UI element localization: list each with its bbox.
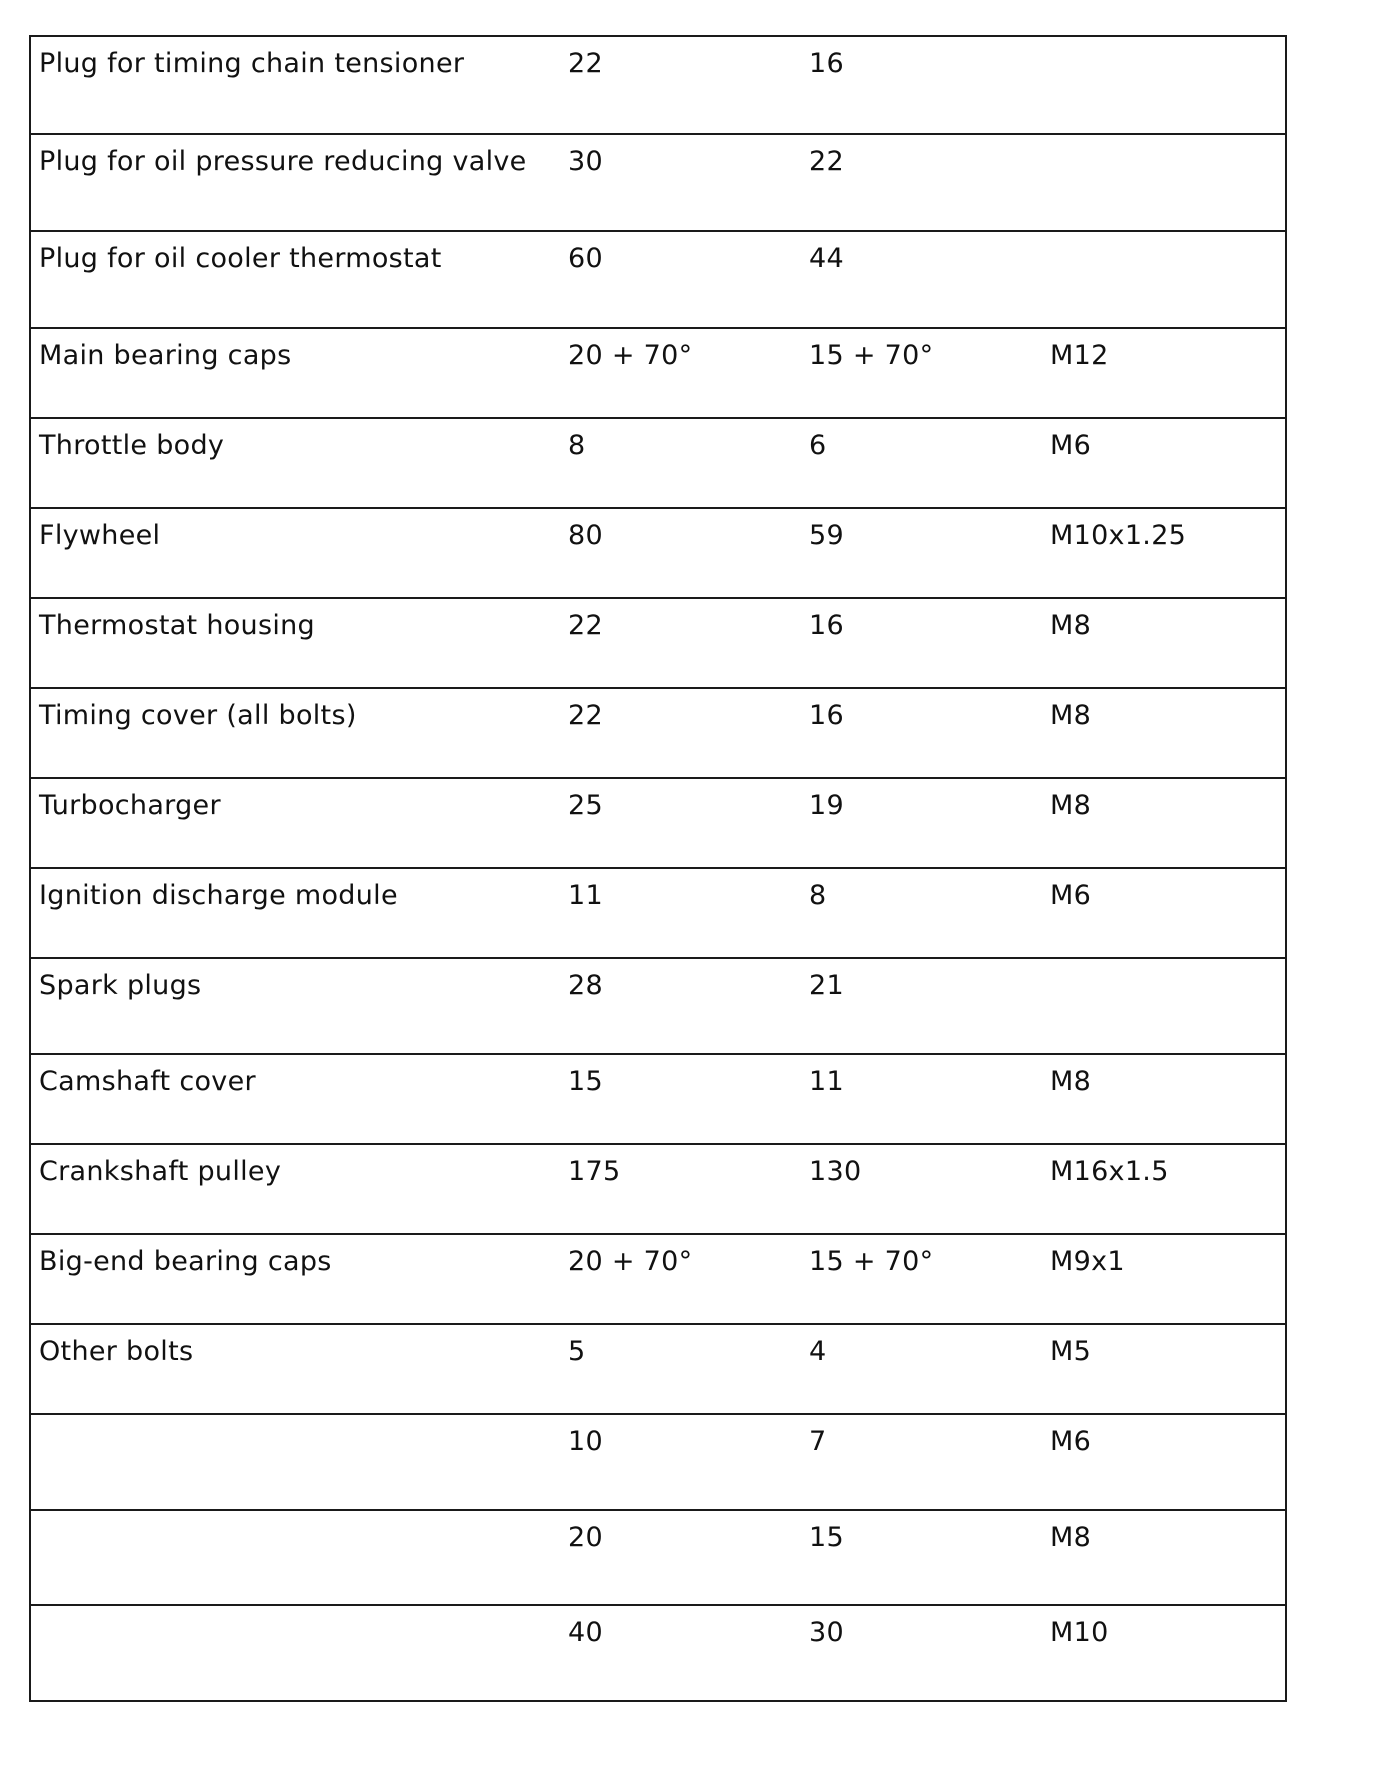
thread-size-cell: M8 <box>1042 778 1286 868</box>
torque-lbf-ft-cell: 21 <box>801 958 1042 1054</box>
thread-size-cell: M10 <box>1042 1605 1286 1701</box>
table-body <box>30 36 1286 1701</box>
torque-specifications-table <box>29 35 1287 1702</box>
description-cell: Turbocharger <box>30 778 560 868</box>
description-cell: Flywheel <box>30 508 560 598</box>
thread-size-cell: M8 <box>1042 688 1286 778</box>
torque-lbf-ft-cell: 11 <box>801 1054 1042 1144</box>
torque-lbf-ft-cell: 44 <box>801 231 1042 328</box>
thread-size-cell: M12 <box>1042 328 1286 418</box>
torque-lbf-ft-cell: 15 <box>801 1510 1042 1605</box>
torque-lbf-ft-cell: 8 <box>801 868 1042 958</box>
table-row <box>30 418 1286 508</box>
table-row <box>30 1414 1286 1510</box>
thread-size-cell: M8 <box>1042 1054 1286 1144</box>
torque-nm-cell: 22 <box>560 598 801 688</box>
thread-size-cell: M6 <box>1042 418 1286 508</box>
torque-lbf-ft-cell: 16 <box>801 688 1042 778</box>
description-cell: Plug for oil pressure reducing valve <box>30 134 560 231</box>
torque-lbf-ft-cell: 59 <box>801 508 1042 598</box>
thread-size-cell <box>1042 231 1286 328</box>
table-row <box>30 778 1286 868</box>
torque-nm-cell: 80 <box>560 508 801 598</box>
thread-size-cell: M10x1.25 <box>1042 508 1286 598</box>
description-cell: Camshaft cover <box>30 1054 560 1144</box>
thread-size-cell: M6 <box>1042 1414 1286 1510</box>
description-cell <box>30 1605 560 1701</box>
table-row <box>30 598 1286 688</box>
torque-lbf-ft-cell: 15 + 70° <box>801 1234 1042 1324</box>
torque-nm-cell: 28 <box>560 958 801 1054</box>
description-cell: Timing cover (all bolts) <box>30 688 560 778</box>
thread-size-cell: M9x1 <box>1042 1234 1286 1324</box>
description-cell: Throttle body <box>30 418 560 508</box>
description-cell: Plug for timing chain tensioner <box>30 36 560 134</box>
description-cell: Main bearing caps <box>30 328 560 418</box>
description-cell: Plug for oil cooler thermostat <box>30 231 560 328</box>
torque-nm-cell: 20 + 70° <box>560 1234 801 1324</box>
description-cell <box>30 1414 560 1510</box>
thread-size-cell: M8 <box>1042 1510 1286 1605</box>
torque-nm-cell: 60 <box>560 231 801 328</box>
torque-lbf-ft-cell: 6 <box>801 418 1042 508</box>
torque-lbf-ft-cell: 22 <box>801 134 1042 231</box>
table-row <box>30 328 1286 418</box>
table-row <box>30 1324 1286 1414</box>
description-cell: Other bolts <box>30 1324 560 1414</box>
torque-nm-cell: 22 <box>560 688 801 778</box>
torque-nm-cell: 30 <box>560 134 801 231</box>
table-row <box>30 1605 1286 1701</box>
table-row <box>30 1054 1286 1144</box>
torque-nm-cell: 8 <box>560 418 801 508</box>
torque-nm-cell: 11 <box>560 868 801 958</box>
torque-nm-cell: 40 <box>560 1605 801 1701</box>
torque-lbf-ft-cell: 19 <box>801 778 1042 868</box>
table-row <box>30 958 1286 1054</box>
table-row <box>30 1144 1286 1234</box>
description-cell <box>30 1510 560 1605</box>
description-cell: Big-end bearing caps <box>30 1234 560 1324</box>
torque-nm-cell: 15 <box>560 1054 801 1144</box>
torque-lbf-ft-cell: 16 <box>801 36 1042 134</box>
torque-lbf-ft-cell: 16 <box>801 598 1042 688</box>
thread-size-cell: M5 <box>1042 1324 1286 1414</box>
torque-nm-cell: 22 <box>560 36 801 134</box>
description-cell: Thermostat housing <box>30 598 560 688</box>
description-cell: Crankshaft pulley <box>30 1144 560 1234</box>
torque-lbf-ft-cell: 30 <box>801 1605 1042 1701</box>
thread-size-cell <box>1042 134 1286 231</box>
thread-size-cell: M16x1.5 <box>1042 1144 1286 1234</box>
torque-nm-cell: 25 <box>560 778 801 868</box>
table-row <box>30 508 1286 598</box>
table-row <box>30 688 1286 778</box>
torque-lbf-ft-cell: 7 <box>801 1414 1042 1510</box>
table-row <box>30 1234 1286 1324</box>
torque-nm-cell: 20 + 70° <box>560 328 801 418</box>
table-row <box>30 36 1286 134</box>
torque-nm-cell: 5 <box>560 1324 801 1414</box>
thread-size-cell: M8 <box>1042 598 1286 688</box>
torque-lbf-ft-cell: 130 <box>801 1144 1042 1234</box>
torque-nm-cell: 20 <box>560 1510 801 1605</box>
table-row <box>30 231 1286 328</box>
torque-nm-cell: 10 <box>560 1414 801 1510</box>
thread-size-cell <box>1042 958 1286 1054</box>
torque-nm-cell: 175 <box>560 1144 801 1234</box>
thread-size-cell: M6 <box>1042 868 1286 958</box>
torque-lbf-ft-cell: 4 <box>801 1324 1042 1414</box>
thread-size-cell <box>1042 36 1286 134</box>
table-row <box>30 134 1286 231</box>
description-cell: Ignition discharge module <box>30 868 560 958</box>
description-cell: Spark plugs <box>30 958 560 1054</box>
torque-lbf-ft-cell: 15 + 70° <box>801 328 1042 418</box>
table-row <box>30 1510 1286 1605</box>
table-row <box>30 868 1286 958</box>
